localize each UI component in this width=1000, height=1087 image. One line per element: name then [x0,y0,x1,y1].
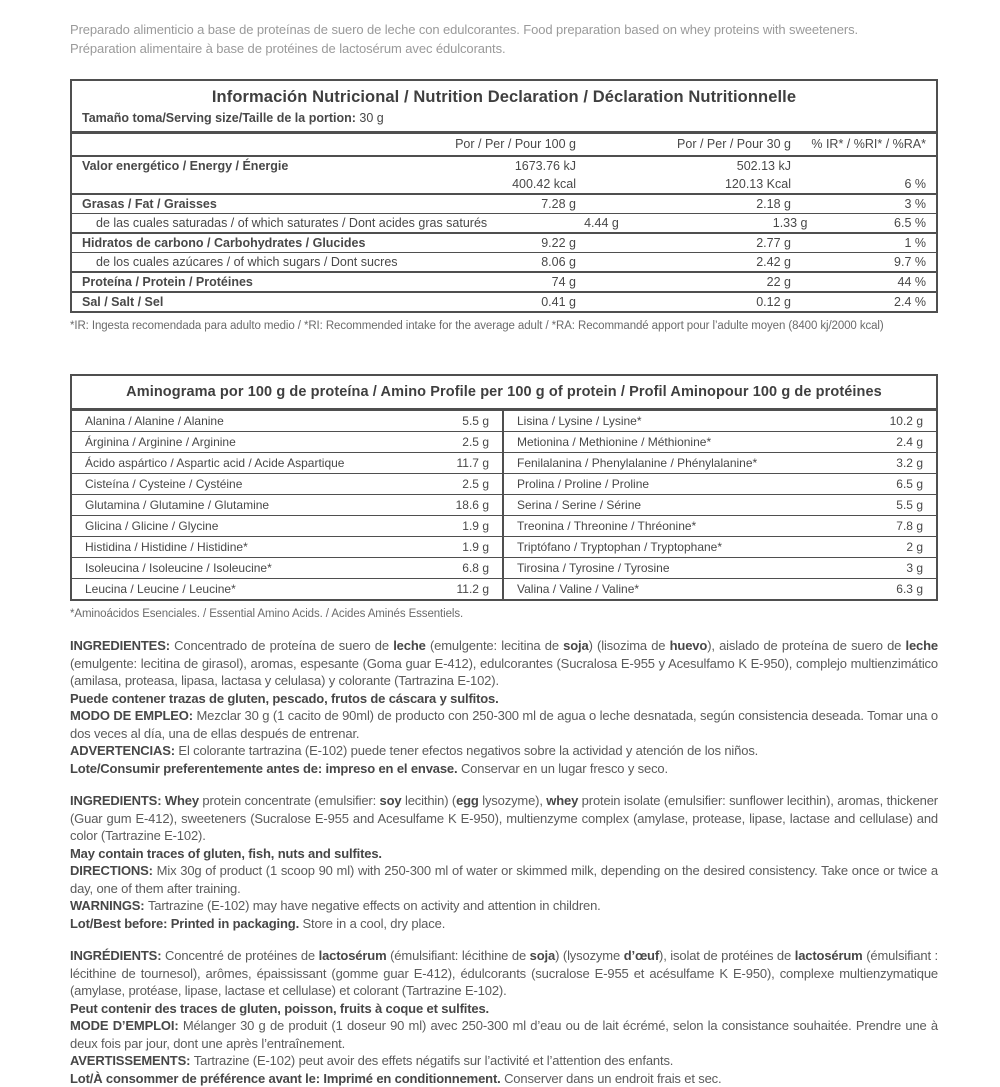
amino-name: Alanina / Alanine / Alanine [85,414,224,429]
text-segment: Store in a cool, dry place. [303,916,446,931]
nutrition-value-percent-ri: 6.5 % [808,216,926,231]
text-segment: Puede contener trazas de gluten, pescado, frutos de cáscara y sulfitos. [70,691,499,706]
amino-name: Leucina / Leucine / Leucine* [85,582,236,597]
nutrition-row-label: de los cuales azúcares / of which sugars / Dont sucres [82,255,426,270]
text-segment: Lot/Best before: Printed in packaging. [70,916,303,931]
text-segment: huevo [670,638,708,653]
text-segment: Conservar en un lugar fresco y seco. [461,761,668,776]
ingredients-paragraph [70,637,938,690]
text-segment: Mélanger 30 g de produit (1 doseur 90 ml) avec 250-300 ml d’eau ou de lait écrémé, selon la consistance souhaitée. Prendre une à deux fois par jour, dont une après l’entraînement. [70,1018,938,1051]
ingredients-paragraph [70,707,938,742]
text-segment: egg [456,793,479,808]
amino-row [504,558,936,579]
amino-row [72,579,502,599]
amino-row [72,558,502,579]
nutrition-value-per-100g: 400.42 kcal [426,177,576,192]
ingredients-paragraph [70,947,938,1000]
amino-value: 6.8 g [462,561,489,576]
nutrition-value-percent-ri: 1 % [791,236,926,251]
text-segment: ) (lysozyme [555,948,624,963]
text-segment: INGREDIENTES: [70,638,174,653]
nutrition-row [72,213,936,232]
nutrition-value-per-100g: 1673.76 kJ [426,159,576,174]
nutrition-table [70,79,938,313]
nutrition-value-per-100g: 8.06 g [426,255,576,270]
text-segment: soja [530,948,555,963]
amino-col-left [72,411,504,599]
nutrition-value-per-30g: 2.18 g [576,197,791,212]
nutrition-header-per-30g: Por / Per / Pour 30 g [576,137,791,152]
ingredients-block-es [70,637,938,777]
amino-table-body [72,411,936,599]
nutrition-value-per-100g: 0.41 g [426,295,576,310]
amino-row [504,432,936,453]
amino-name: Triptófano / Tryptophan / Tryptophane* [517,540,722,555]
text-segment: (emulgente: lecitina de [426,638,563,653]
amino-row [504,516,936,537]
text-segment: Conserver dans un endroit frais et sec. [504,1071,721,1086]
amino-name: Glutamina / Glutamine / Glutamine [85,498,269,513]
amino-value: 11.7 g [457,456,489,471]
text-segment: INGRÉDIENTS: [70,948,165,963]
ingredients-paragraph [70,845,938,863]
text-segment: soy [380,793,402,808]
text-segment: lactosérum [795,948,863,963]
amino-row [72,432,502,453]
nutrition-row [72,291,936,311]
amino-value: 3 g [906,561,923,576]
nutrition-header-per-100g: Por / Per / Pour 100 g [426,137,576,152]
nutrition-value-per-100g: 4.44 g [487,216,619,231]
text-segment: lactosérum [319,948,387,963]
amino-name: Prolina / Proline / Proline [517,477,649,492]
text-segment: leche [393,638,426,653]
amino-value: 6.5 g [896,477,923,492]
text-segment: leche [906,638,939,653]
nutrition-row [72,271,936,291]
amino-row [504,474,936,495]
ingredients-paragraph [70,897,938,915]
amino-row [504,495,936,516]
amino-name: Metionina / Methionine / Méthionine* [517,435,711,450]
ingredients-paragraph [70,915,938,933]
ingredients-paragraph [70,1070,938,1087]
amino-row [72,453,502,474]
nutrition-value-per-30g: 502.13 kJ [576,159,791,174]
ingredients-block-en [70,792,938,932]
amino-name: Glicina / Glicine / Glycine [85,519,218,534]
amino-value: 2.4 g [896,435,923,450]
text-segment: Lot/À consommer de préférence avant le: Imprimé en conditionnement. [70,1071,504,1086]
disclaimer-line-2: Préparation alimentaire à base de protéines de lactosérum avec édulcorants. [70,39,938,58]
text-segment: (émulsifiant: lécithine de [387,948,530,963]
text-segment: protein concentrate (emulsifier: [202,793,379,808]
nutrition-value-per-100g: 9.22 g [426,236,576,251]
text-segment: ADVERTENCIAS: [70,743,178,758]
nutrition-value-per-100g: 74 g [426,275,576,290]
serving-size-line [72,110,936,134]
text-segment: lysozyme), [479,793,547,808]
nutrition-value-percent-ri: 3 % [791,197,926,212]
amino-row [504,453,936,474]
amino-row [504,411,936,432]
text-segment: Tartrazine (E-102) peut avoir des effets négatifs sur l’activité et l’attention des enfants. [194,1053,674,1068]
amino-value: 2 g [906,540,923,555]
nutrition-row [72,232,936,252]
nutrition-value-percent-ri: 44 % [791,275,926,290]
amino-name: Ácido aspártico / Aspartic acid / Acide Aspartique [85,456,344,471]
text-segment: AVERTISSEMENTS: [70,1053,194,1068]
nutrition-row [72,193,936,213]
ingredients-paragraph [70,1017,938,1052]
amino-name: Isoleucina / Isoleucine / Isoleucine* [85,561,272,576]
nutrition-value-percent-ri: 6 % [791,177,926,192]
text-segment: WARNINGS: [70,898,148,913]
nutrition-footnote: *IR: Ingesta recomendada para adulto medio / *RI: Recommended intake for the average adult / *RA: Recommandé apport pour l’adulte moyen (8400 kj/2000 kcal) [70,320,938,332]
disclaimer-line-1: Preparado alimenticio a base de proteínas de suero de leche con edulcorantes. Food preparation based on whey proteins with sweeteners. [70,20,938,39]
amino-name: Serina / Serine / Sérine [517,498,641,513]
amino-value: 2.5 g [462,435,489,450]
nutrition-value-per-30g: 2.42 g [576,255,791,270]
nutrition-table-title: Información Nutricional / Nutrition Declaration / Déclaration Nutritionnelle [72,81,936,110]
amino-row [504,537,936,558]
amino-row [72,411,502,432]
text-segment: soja [563,638,588,653]
amino-value: 5.5 g [896,498,923,513]
product-disclaimer [70,20,938,58]
text-segment: ), isolat de protéines de [659,948,795,963]
nutrition-value-percent-ri: 2.4 % [791,295,926,310]
amino-footnote: *Aminoácidos Esenciales. / Essential Amino Acids. / Acides Aminés Essentiels. [70,608,938,620]
text-segment: protein isolate (emulsifier: sunflower lecithin), aromas, thickener (Guar gum E-412), sweeteners (Sucralose E-955 and Acesulfame K E-950), multienzyme complex (amylase, protease, lipase, lactase and cellulase) and color (Tartrazine E-102). [70,793,938,843]
text-segment: (émulsifiant : lécithine de tournesol), arômes, épaississant (gomme guar E-412), édulcorants (sucralose E-955 et acésulfame K E-950), complexe multienzymatique (amylase, protéase, lipase, lactase et cellulase) et colorant (Tartrazine E-102). [70,948,938,998]
nutrition-column-headers [72,134,936,157]
amino-row [504,579,936,599]
text-segment: DIRECTIONS: [70,863,157,878]
nutrition-row-label: Sal / Salt / Sel [82,295,426,310]
text-segment: Tartrazine (E-102) may have negative effects on activity and attention in children. [148,898,601,913]
amino-row [72,516,502,537]
amino-value: 18.6 g [456,498,489,513]
text-segment: ) (lisozima de [589,638,670,653]
text-segment: Lote/Consumir preferentemente antes de: impreso en el envase. [70,761,461,776]
text-segment: ), aislado de proteína de suero de [707,638,905,653]
amino-name: Árginina / Arginine / Arginine [85,435,236,450]
amino-name: Cisteína / Cysteine / Cystéine [85,477,242,492]
text-segment: Concentré de protéines de [165,948,319,963]
text-segment: Peut contenir des traces de gluten, poisson, fruits à coque et sulfites. [70,1001,489,1016]
ingredients-paragraph [70,760,938,778]
text-segment: MODO DE EMPLEO: [70,708,197,723]
ingredients-block-fr [70,947,938,1087]
amino-value: 1.9 g [462,540,489,555]
text-segment: Mix 30g of product (1 scoop 90 ml) with 250-300 ml of water or skimmed milk, depending on the desired consistency. Take once or twice a day, one of them after training. [70,863,938,896]
nutrition-value-per-30g: 1.33 g [619,216,808,231]
nutrition-row [72,252,936,271]
nutrition-value-per-30g: 22 g [576,275,791,290]
amino-table-title: Aminograma por 100 g de proteína / Amino Profile per 100 g of protein / Profil Aminopour 100 g de protéines [72,376,936,411]
amino-name: Fenilalanina / Phenylalanine / Phénylalanine* [517,456,757,471]
amino-row [72,474,502,495]
nutrition-row-label: Valor energético / Energy / Énergie [82,159,426,174]
serving-size-label: Tamaño toma/Serving size/Taille de la portion: [82,111,356,125]
nutrition-value-per-30g: 2.77 g [576,236,791,251]
text-segment: INGREDIENTS: Whey [70,793,202,808]
nutrition-header-percent-ri: % IR* / %RI* / %RA* [791,137,926,152]
amino-name: Lisina / Lysine / Lysine* [517,414,642,429]
text-segment: lecithin) ( [402,793,457,808]
serving-size-value: 30 g [356,111,384,125]
amino-name: Valina / Valine / Valine* [517,582,639,597]
amino-row [72,537,502,558]
amino-value: 10.2 g [890,414,923,429]
nutrition-row [72,175,936,193]
nutrition-rows [72,157,936,311]
text-segment: (emulgente: lecitina de girasol), aromas, espesante (Goma guar E-412), edulcorantes (Sucralosa E-955 y Acesulfamo K E-950), complejo multienzimático (amilasa, proteasa, lipasa, lactasa y celulasa) y colorante (Tartrazina E-102). [70,656,938,689]
nutrition-row-label: Hidratos de carbono / Carbohydrates / Glucides [82,236,426,251]
amino-name: Histidina / Histidine / Histidine* [85,540,248,555]
text-segment: May contain traces of gluten, fish, nuts and sulfites. [70,846,382,861]
amino-value: 1.9 g [462,519,489,534]
ingredients-paragraph [70,690,938,708]
nutrition-row-label: Proteína / Protein / Protéines [82,275,426,290]
nutrition-value-percent-ri: 9.7 % [791,255,926,270]
text-segment: El colorante tartrazina (E-102) puede tener efectos negativos sobre la actividad y atención de los niños. [178,743,758,758]
nutrition-value-per-100g: 7.28 g [426,197,576,212]
amino-value: 7.8 g [896,519,923,534]
text-segment: Concentrado de proteína de suero de [174,638,393,653]
ingredients-paragraph [70,792,938,845]
amino-value: 6.3 g [896,582,923,597]
amino-value: 5.5 g [462,414,489,429]
nutrition-value-per-30g: 120.13 Kcal [576,177,791,192]
amino-row [72,495,502,516]
text-segment: MODE D’EMPLOI: [70,1018,183,1033]
amino-name: Tirosina / Tyrosine / Tyrosine [517,561,670,576]
nutrition-value-per-30g: 0.12 g [576,295,791,310]
ingredients-paragraph [70,862,938,897]
amino-name: Treonina / Threonine / Thréonine* [517,519,696,534]
amino-value: 2.5 g [462,477,489,492]
ingredients-paragraph [70,742,938,760]
amino-table [70,374,938,601]
nutrition-row [72,157,936,175]
ingredients-paragraph [70,1000,938,1018]
amino-col-right [504,411,936,599]
nutrition-row-label: Grasas / Fat / Graisses [82,197,426,212]
text-segment: d’œuf [624,948,659,963]
ingredients-paragraph [70,1052,938,1070]
text-segment: Mezclar 30 g (1 cacito de 90ml) de producto con 250-300 ml de agua o leche desnatada, según consistencia deseada. Tomar una o dos veces al día, una de ellas después de entrenar. [70,708,938,741]
text-segment: whey [546,793,578,808]
nutrition-row-label: de las cuales saturadas / of which saturates / Dont acides gras saturés [82,216,487,231]
amino-value: 3.2 g [896,456,923,471]
amino-value: 11.2 g [457,582,489,597]
